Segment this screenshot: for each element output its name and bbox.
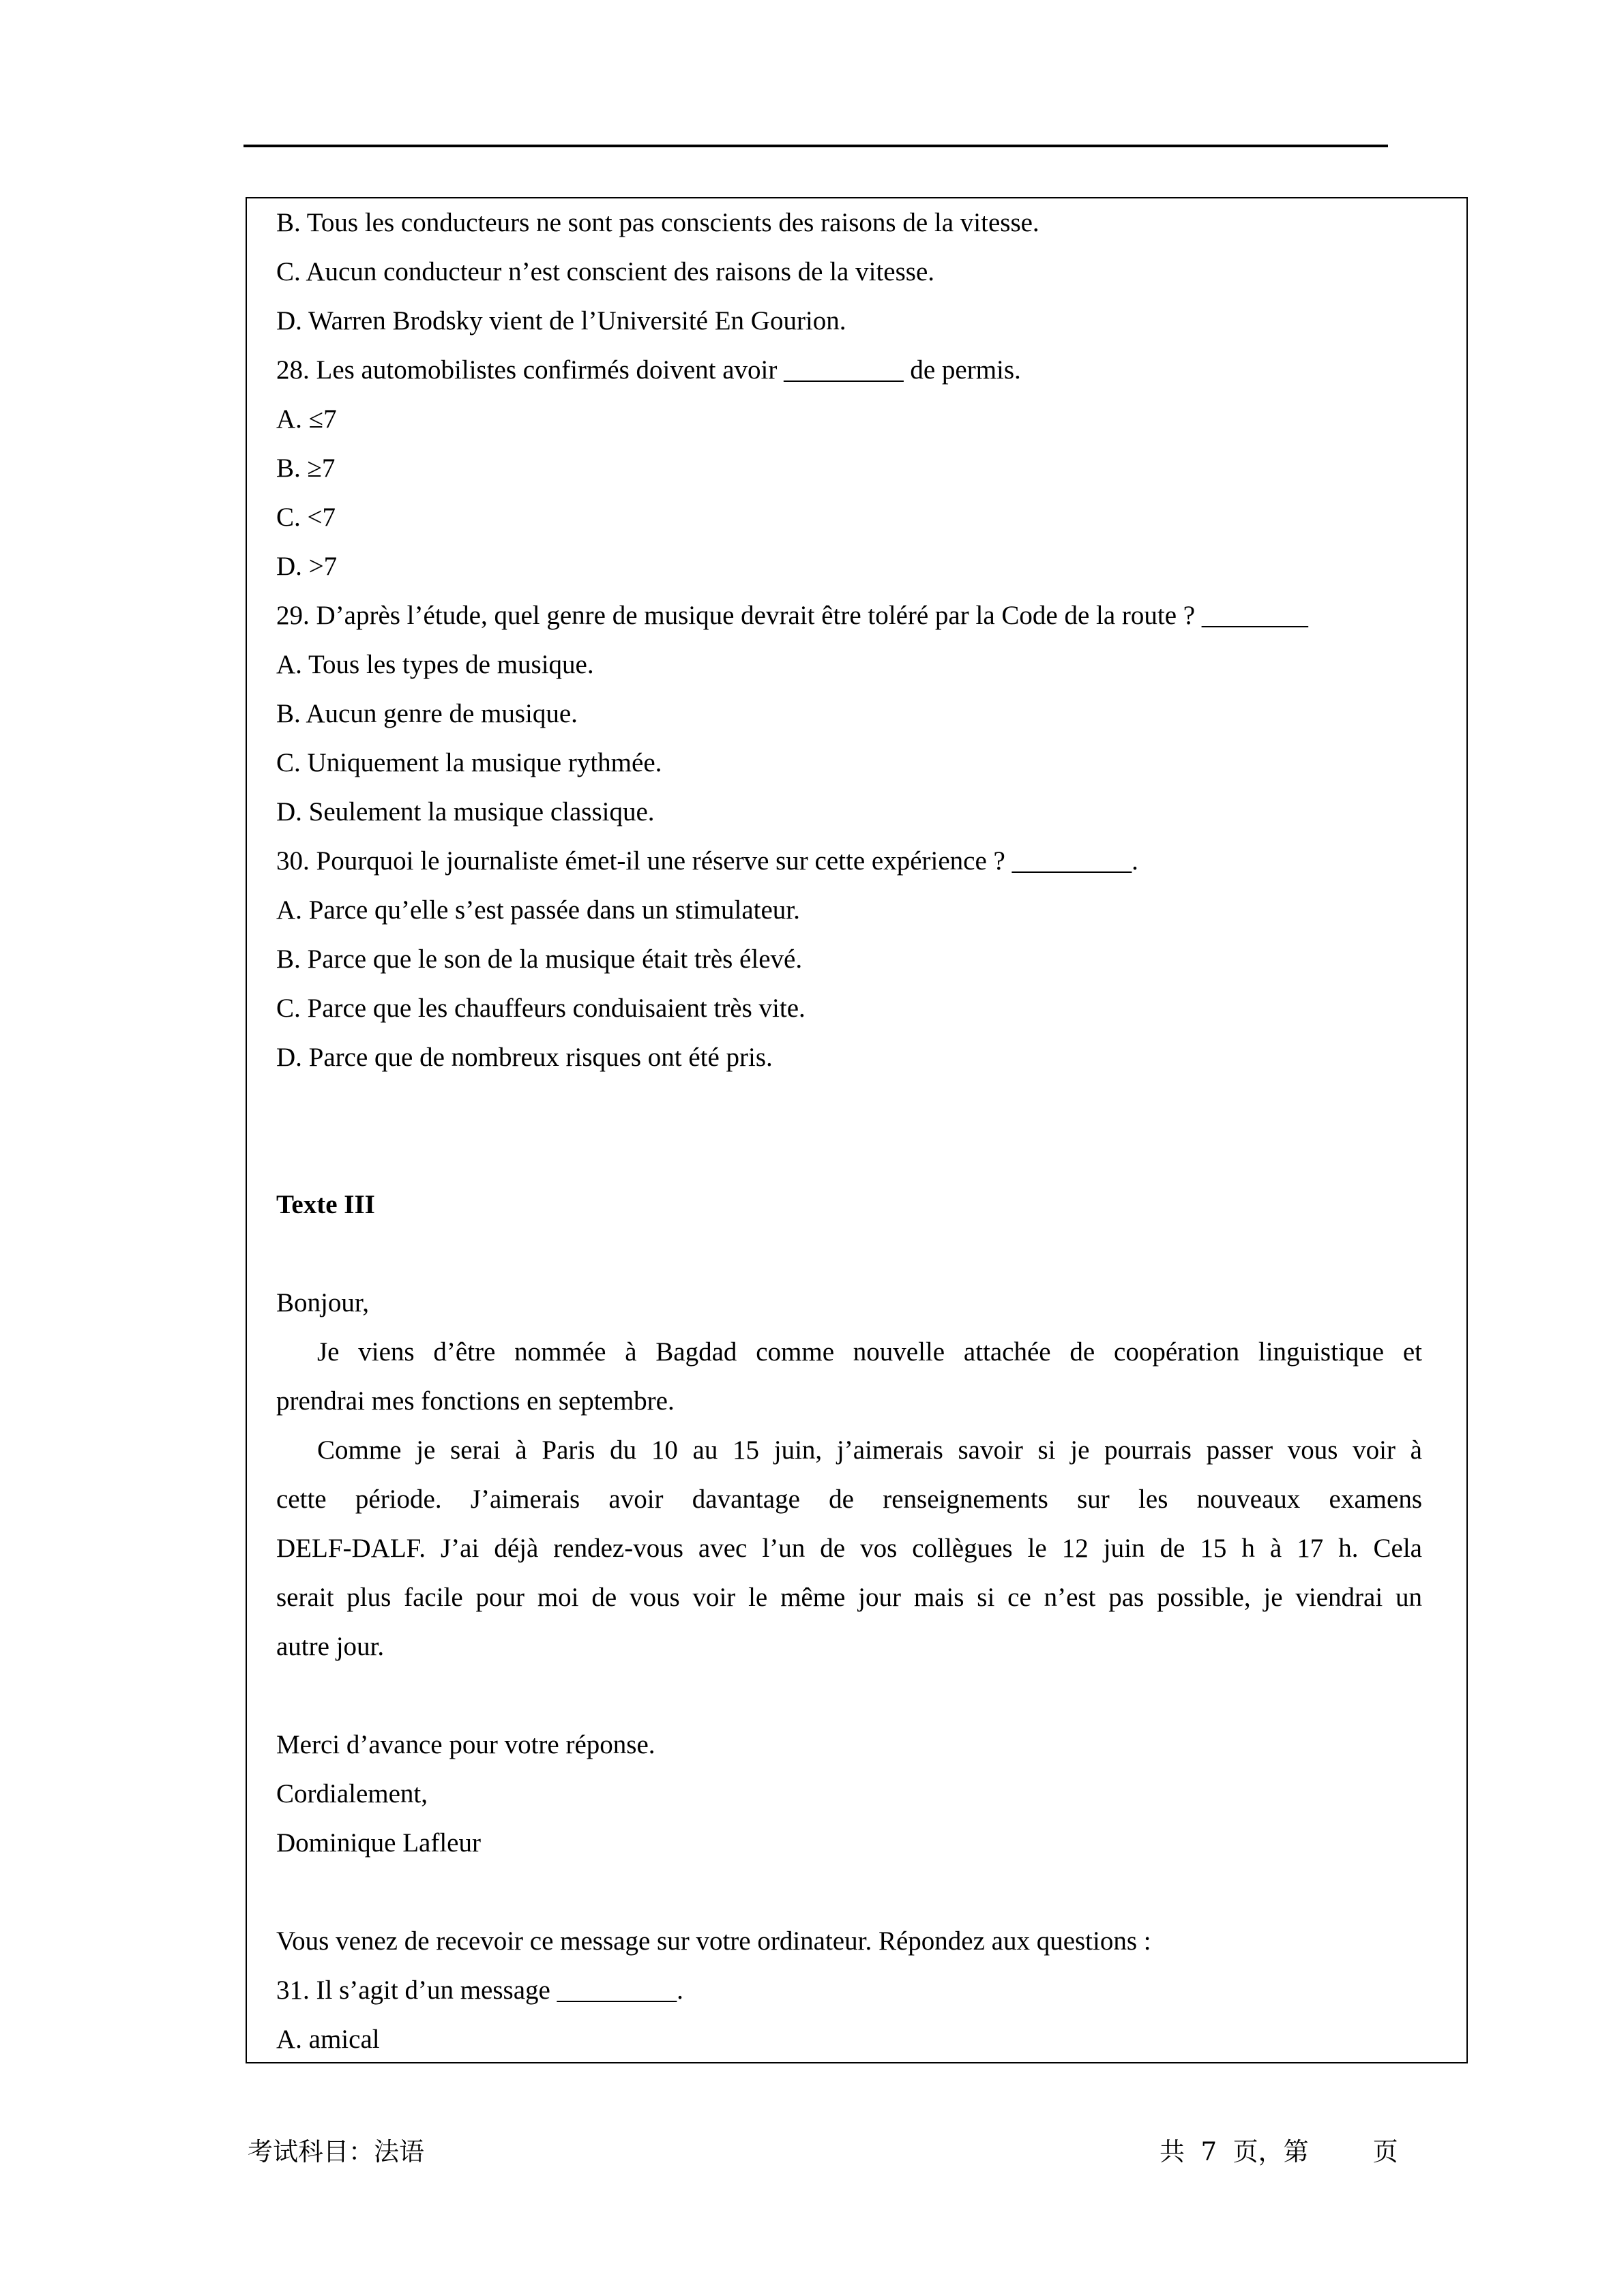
q28-option-c: C. <7 <box>276 503 336 532</box>
q28-option-b: B. ≥7 <box>276 453 336 483</box>
section-title: Texte III <box>276 1190 375 1219</box>
q29-option-c: C. Uniquement la musique rythmée. <box>276 748 662 777</box>
letter-signature: Dominique Lafleur <box>276 1828 481 1858</box>
q31-stem: 31. Il s’agit d’un message _________. <box>276 1976 683 2005</box>
q29-stem: 29. D’après l’étude, quel genre de musique devrait être toléré par la Code de la route ? ________ <box>276 601 1308 630</box>
letter-p1-line1: Je viens d’être nommée à Bagdad comme nouvelle attachée de coopération linguistique et <box>317 1337 1422 1367</box>
letter-p2-line2: cette période. J’aimerais avoir davantage de renseignements sur les nouveaux examens <box>276 1485 1422 1514</box>
letter-p2-line1: Comme je serai à Paris du 10 au 15 juin, j’aimerais savoir si je pourrais passer vous voir à <box>317 1435 1422 1465</box>
q28-option-a: A. ≤7 <box>276 404 337 434</box>
letter-greeting: Bonjour, <box>276 1288 370 1317</box>
q28-option-d: D. >7 <box>276 552 338 581</box>
q27-option-c: C. Aucun conducteur n’est conscient des raisons de la vitesse. <box>276 257 935 286</box>
q30-option-a: A. Parce qu’elle s’est passée dans un stimulateur. <box>276 895 800 925</box>
q29-option-b: B. Aucun genre de musique. <box>276 699 578 728</box>
letter-p2-line5: autre jour. <box>276 1632 385 1661</box>
letter-p2-line3: DELF-DALF. J’ai déjà rendez-vous avec l’un de vos collègues le 12 juin de 15 h à 17 h. Cela <box>276 1534 1422 1563</box>
instruction-text: Vous venez de recevoir ce message sur votre ordinateur. Répondez aux questions : <box>276 1926 1151 1956</box>
letter-p1-line2: prendrai mes fonctions en septembre. <box>276 1386 675 1416</box>
q28-stem: 28. Les automobilistes confirmés doivent avoir _________ de permis. <box>276 355 1021 385</box>
footer-subject: 考试科目：法语 <box>248 2137 424 2166</box>
letter-p2-line4: serait plus facile pour moi de vous voir le même jour mais si ce n’est pas possible, je viendrai un <box>276 1583 1422 1612</box>
q27-option-b: B. Tous les conducteurs ne sont pas conscients des raisons de la vitesse. <box>276 208 1039 237</box>
footer-page-count: 共 7 页，第 页 <box>1160 2137 1398 2166</box>
q30-stem: 30. Pourquoi le journaliste émet-il une réserve sur cette expérience ? _________. <box>276 846 1138 876</box>
q30-option-d: D. Parce que de nombreux risques ont été pris. <box>276 1043 773 1072</box>
q31-option-a: A. amical <box>276 2025 380 2054</box>
q30-option-b: B. Parce que le son de la musique était très élevé. <box>276 944 803 974</box>
letter-closing: Cordialement, <box>276 1779 428 1808</box>
header-rule <box>243 145 1388 147</box>
letter-thanks: Merci d’avance pour votre réponse. <box>276 1730 655 1759</box>
q29-option-a: A. Tous les types de musique. <box>276 650 594 679</box>
q27-option-d: D. Warren Brodsky vient de l’Université En Gourion. <box>276 306 846 336</box>
q30-option-c: C. Parce que les chauffeurs conduisaient très vite. <box>276 994 806 1023</box>
q29-option-d: D. Seulement la musique classique. <box>276 797 655 826</box>
